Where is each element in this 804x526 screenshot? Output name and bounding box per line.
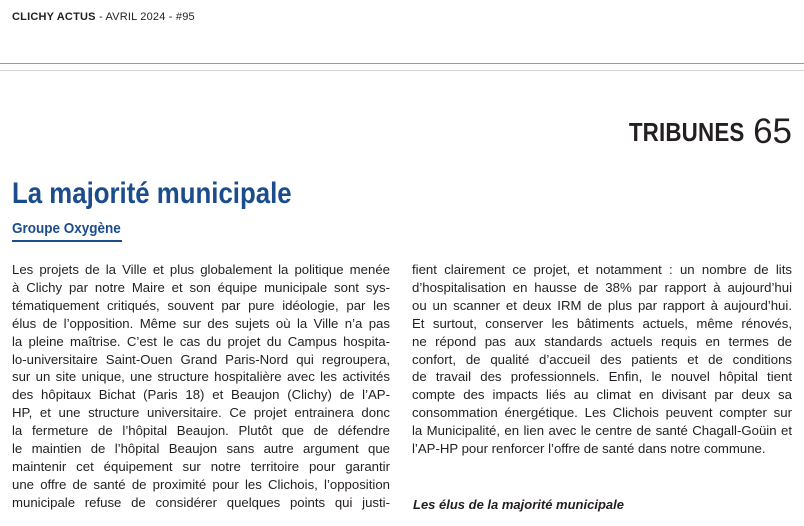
text-line: lo-universitaire Saint-Ouen Grand Paris-Nord qui regroupera, [12, 351, 390, 367]
group-name: Groupe Oxygène [12, 220, 121, 237]
text-line: la fermeture de l’hôpital Beaujon. Plutôt que de défendre [12, 423, 390, 439]
publication-name: CLICHY ACTUS [12, 11, 96, 23]
text-line: sur un site unique, une structure hospitalière avec les activités [12, 369, 390, 385]
header-divider [0, 63, 804, 64]
text-line: tématiquement critiqués, souvent par pure idéologie, par les [12, 297, 390, 313]
issue-info: - AVRIL 2024 - #95 [95, 11, 195, 23]
text-line: maintenir cet équipement sur notre territoire pour garantir [12, 458, 390, 474]
page-number: 65 [753, 112, 792, 151]
text-line: ne répond pas aux standards actuels requis en termes de [412, 333, 792, 349]
text-line: fient clairement ce projet, et notamment : un nombre de lits [412, 262, 792, 277]
article-signature: Les élus de la majorité municipale [413, 497, 624, 512]
text-line: Et surtout, conserver les bâtiments actuels, même rénovés, [412, 315, 792, 331]
article-title: La majorité municipale [12, 177, 292, 210]
article-column-left [12, 261, 390, 512]
text-line: la pleine maîtrise. C’est le cas du projet du Campus hospita- [12, 333, 390, 349]
header-divider-secondary [0, 70, 804, 71]
text-line: HP, et une structure universitaire. Ce projet entrainera donc [12, 405, 390, 421]
text-line: confort, de qualité d’accueil des patients et de conditions [412, 351, 792, 367]
text-line: l’AP-HP pour renforcer l’offre de santé dans notre commune. [412, 441, 766, 457]
text-line: le maintien de l’hôpital Beaujon sans autre argument que [12, 441, 390, 457]
text-line: des hôpitaux Bichat (Paris 18) et Beaujon (Clichy) de l’AP- [12, 387, 390, 403]
text-line: élus de l’opposition. Même sur des sujets où la Ville n’a pas [12, 315, 390, 331]
text-line: ou un scanner et deux IRM de plus par rapport à aujourd’hui. [412, 297, 792, 313]
text-line: la Municipalité, en lien avec le centre de santé Chagall-Goüin et [412, 423, 792, 439]
text-line: Les projets de la Ville et plus globalement la politique menée [12, 262, 390, 277]
text-line: compte des impacts liés au climat en divisant par deux sa [412, 387, 792, 403]
text-line: de travail des professionnels. Enfin, le nouvel hôpital tient [412, 369, 792, 385]
article-column-right [412, 261, 792, 458]
section-label: TRIBUNES [628, 117, 745, 147]
text-line: consommation énergétique. Les Clichois peuvent compter sur [412, 405, 792, 421]
publication-header [12, 11, 195, 23]
text-line: d’hospitalisation en hausse de 38% par rapport à aujourd’hui [412, 279, 792, 295]
text-line: municipale refuse de considérer quelques points qui justi- [12, 494, 390, 510]
text-line: une offre de santé de proximité pour les Clichois, l’opposition [12, 476, 390, 492]
section-heading [610, 112, 792, 152]
text-line: à Clichy par notre Maire et son équipe municipale sont sys- [12, 279, 390, 295]
group-underline [12, 240, 122, 242]
